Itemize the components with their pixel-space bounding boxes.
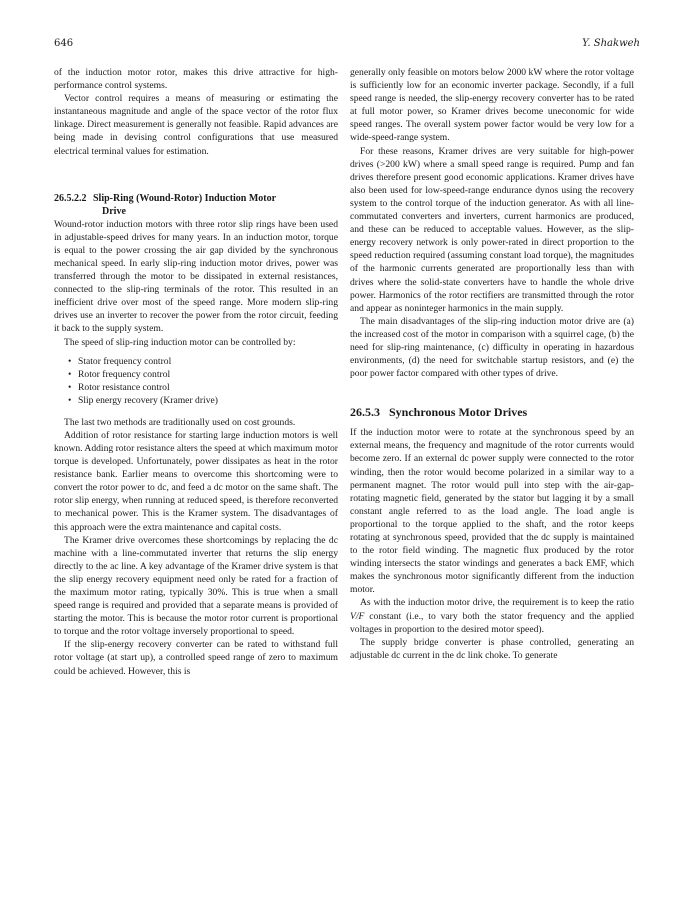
list-item: • Slip energy recovery (Kramer drive) [68,394,338,407]
page-header [54,38,640,52]
paragraph: If the induction motor were to rotate at the synchronous speed by an external means, the frequency and magnitude of the rotor currents would become zero. If an external dc power supply were connected to the rotor winding, then the rotor would become polarized in a similar way to a permanent magnet. The rotor would pull into step with the air-gap-rotating magnetic field, generated by the stator but lagging it by a small constant angle referred to as the load angle. The load angle is proportional to the torque applied to the shaft, and the rotor keeps rotating at synchronous speed, provided that the dc supply is maintained to the rotor field winding. The magnetic flux produced by the rotor winding intersects the stator windings and generates a back EMF, which makes the synchronous motor significantly different from the induction motor. [350,427,634,596]
paragraph: For these reasons, Kramer drives are very suitable for high-power drives (>200 kW) where a small speed range is required. Pump and fan drives therefore present good economic applications. Kramer drives have also been used for low-speed-range endurance dynos using the recovery system to the control torque of the induction generator. As with all line-commutated converters and inverters, current harmonics are produced, and these can be reduced to acceptable values. However, as the slip-energy recovery network is only power-rated in direct proportion to the speed reduction required (assuming constant load torque), the magnitudes of the harmonic currents generated are proportionally less than with drives where the solid-state converters have to handle the whole drive power. Harmonics of the rotor rectifiers are transmitted through the rotor and appear as noninteger harmonics in the main supply. [350,145,634,314]
section-title: Slip-Ring (Wound-Rotor) Induction Motor [93,192,277,204]
paragraph-text: constant (i.e., to vary both the stator frequency and the applied voltages in proportion to the desired motor speed). [350,610,634,635]
section-number: 26.5.2.2 [54,192,87,204]
math-ratio: V/F [350,610,365,622]
list-item: • Stator frequency control [68,355,338,368]
paragraph [350,596,634,635]
section-heading [54,192,338,218]
paragraph: The Kramer drive overcomes these shortcomings by replacing the dc machine with a line-commutated inverter that returns the slip energy directly to the ac line. A key advantage of the Kramer drive system is that the slip energy recovery equipment need only be rated for a fraction of the maximum motor rating, typically 30%. This is true when a small speed range is required and provided that a separate means is provided of starting the motor. This is because the motor rotor current is proportional to torque and the rotor voltage inversely proportional to speed. [54,534,338,638]
paragraph: Vector control requires a means of measuring or estimating the instantaneous magnitude and angle of the space vector of the rotor flux linkage. Direct measurement is generally not feasible. Rapid advances are being made in devising control configurations that use measured electrical terminal values for estimation. [54,93,338,157]
section-number: 26.5.3 [350,405,380,420]
paragraph-text: As with the induction motor drive, the requirement is to keep the ratio [360,597,634,609]
paragraph: of the induction motor rotor, makes this drive attractive for high-performance control systems. [54,67,338,92]
running-author: Y. Shakweh [582,38,640,49]
section-title: Synchronous Motor Drives [389,405,528,420]
paragraph: Addition of rotor resistance for starting large induction motors is well known. Adding rotor resistance alters the speed at which maximum motor torque is developed. Unfortunately, power dissipates as heat in the rotor resistance bank. Earlier means to overcome this shortcoming were to convert the rotor power to dc, and feed a dc motor on the same shaft. The rotor slip energy, when running at reduced speed, is therefore reconverted to mechanical power. This is the Kramer system. The disadvantages of this approach were the extra maintenance and capital costs. [54,429,338,533]
page-number: 646 [54,38,74,49]
paragraph: The last two methods are traditionally used on cost grounds. [64,416,296,428]
paragraph: The supply bridge converter is phase controlled, generating an adjustable dc current in the dc link choke. To generate [350,636,634,661]
paragraph: generally only feasible on motors below 2000 kW where the rotor voltage is sufficiently low for an economic inverter package. Secondly, if a full speed range is needed, the slip-energy recovery converter has to be rated at full motor power, so Kramer drives become uneconomic for wide speed ranges. The overall system power factor would be very low for a wide-speed-range system. [350,67,634,144]
right-column [350,66,634,662]
paragraph: The main disadvantages of the slip-ring induction motor drive are (a) the increased cost of the motor in comparison with a squirrel cage, (b) the need for slip-ring maintenance, (c) difficulty in operating in hazardous environments, (d) the need for switchable startup resistors, and (e) the poor power factor compared with other types of drive. [350,315,634,380]
section-title-continued: Drive [102,205,126,217]
paragraph: If the slip-energy recovery converter can be rated to withstand full rotor voltage (at start up), a controlled speed range of zero to maximum could be achieved. However, this is [54,639,338,677]
paragraph: The speed of slip-ring induction motor can be controlled by: [64,336,296,348]
paragraph: Wound-rotor induction motors with three rotor slip rings have been used in adjustable-speed drives for many years. In an induction motor, torque is equal to the power crossing the air gap divided by the synchronous mechanical speed. In early slip-ring induction motor drives, power was transferred through the motor to be dissipated in external resistances, connected to the slip-ring terminals of the rotor. This resulted in an inefficient drive over most of the speed range. More modern slip-ring drives use an inverter to recover the power from the rotor circuit, feeding it back to the supply system. [54,218,338,335]
list-item: • Rotor resistance control [68,381,338,394]
bullet-list [54,355,338,408]
list-item: • Rotor frequency control [68,368,338,381]
left-column [54,66,338,678]
section-heading [350,405,634,420]
